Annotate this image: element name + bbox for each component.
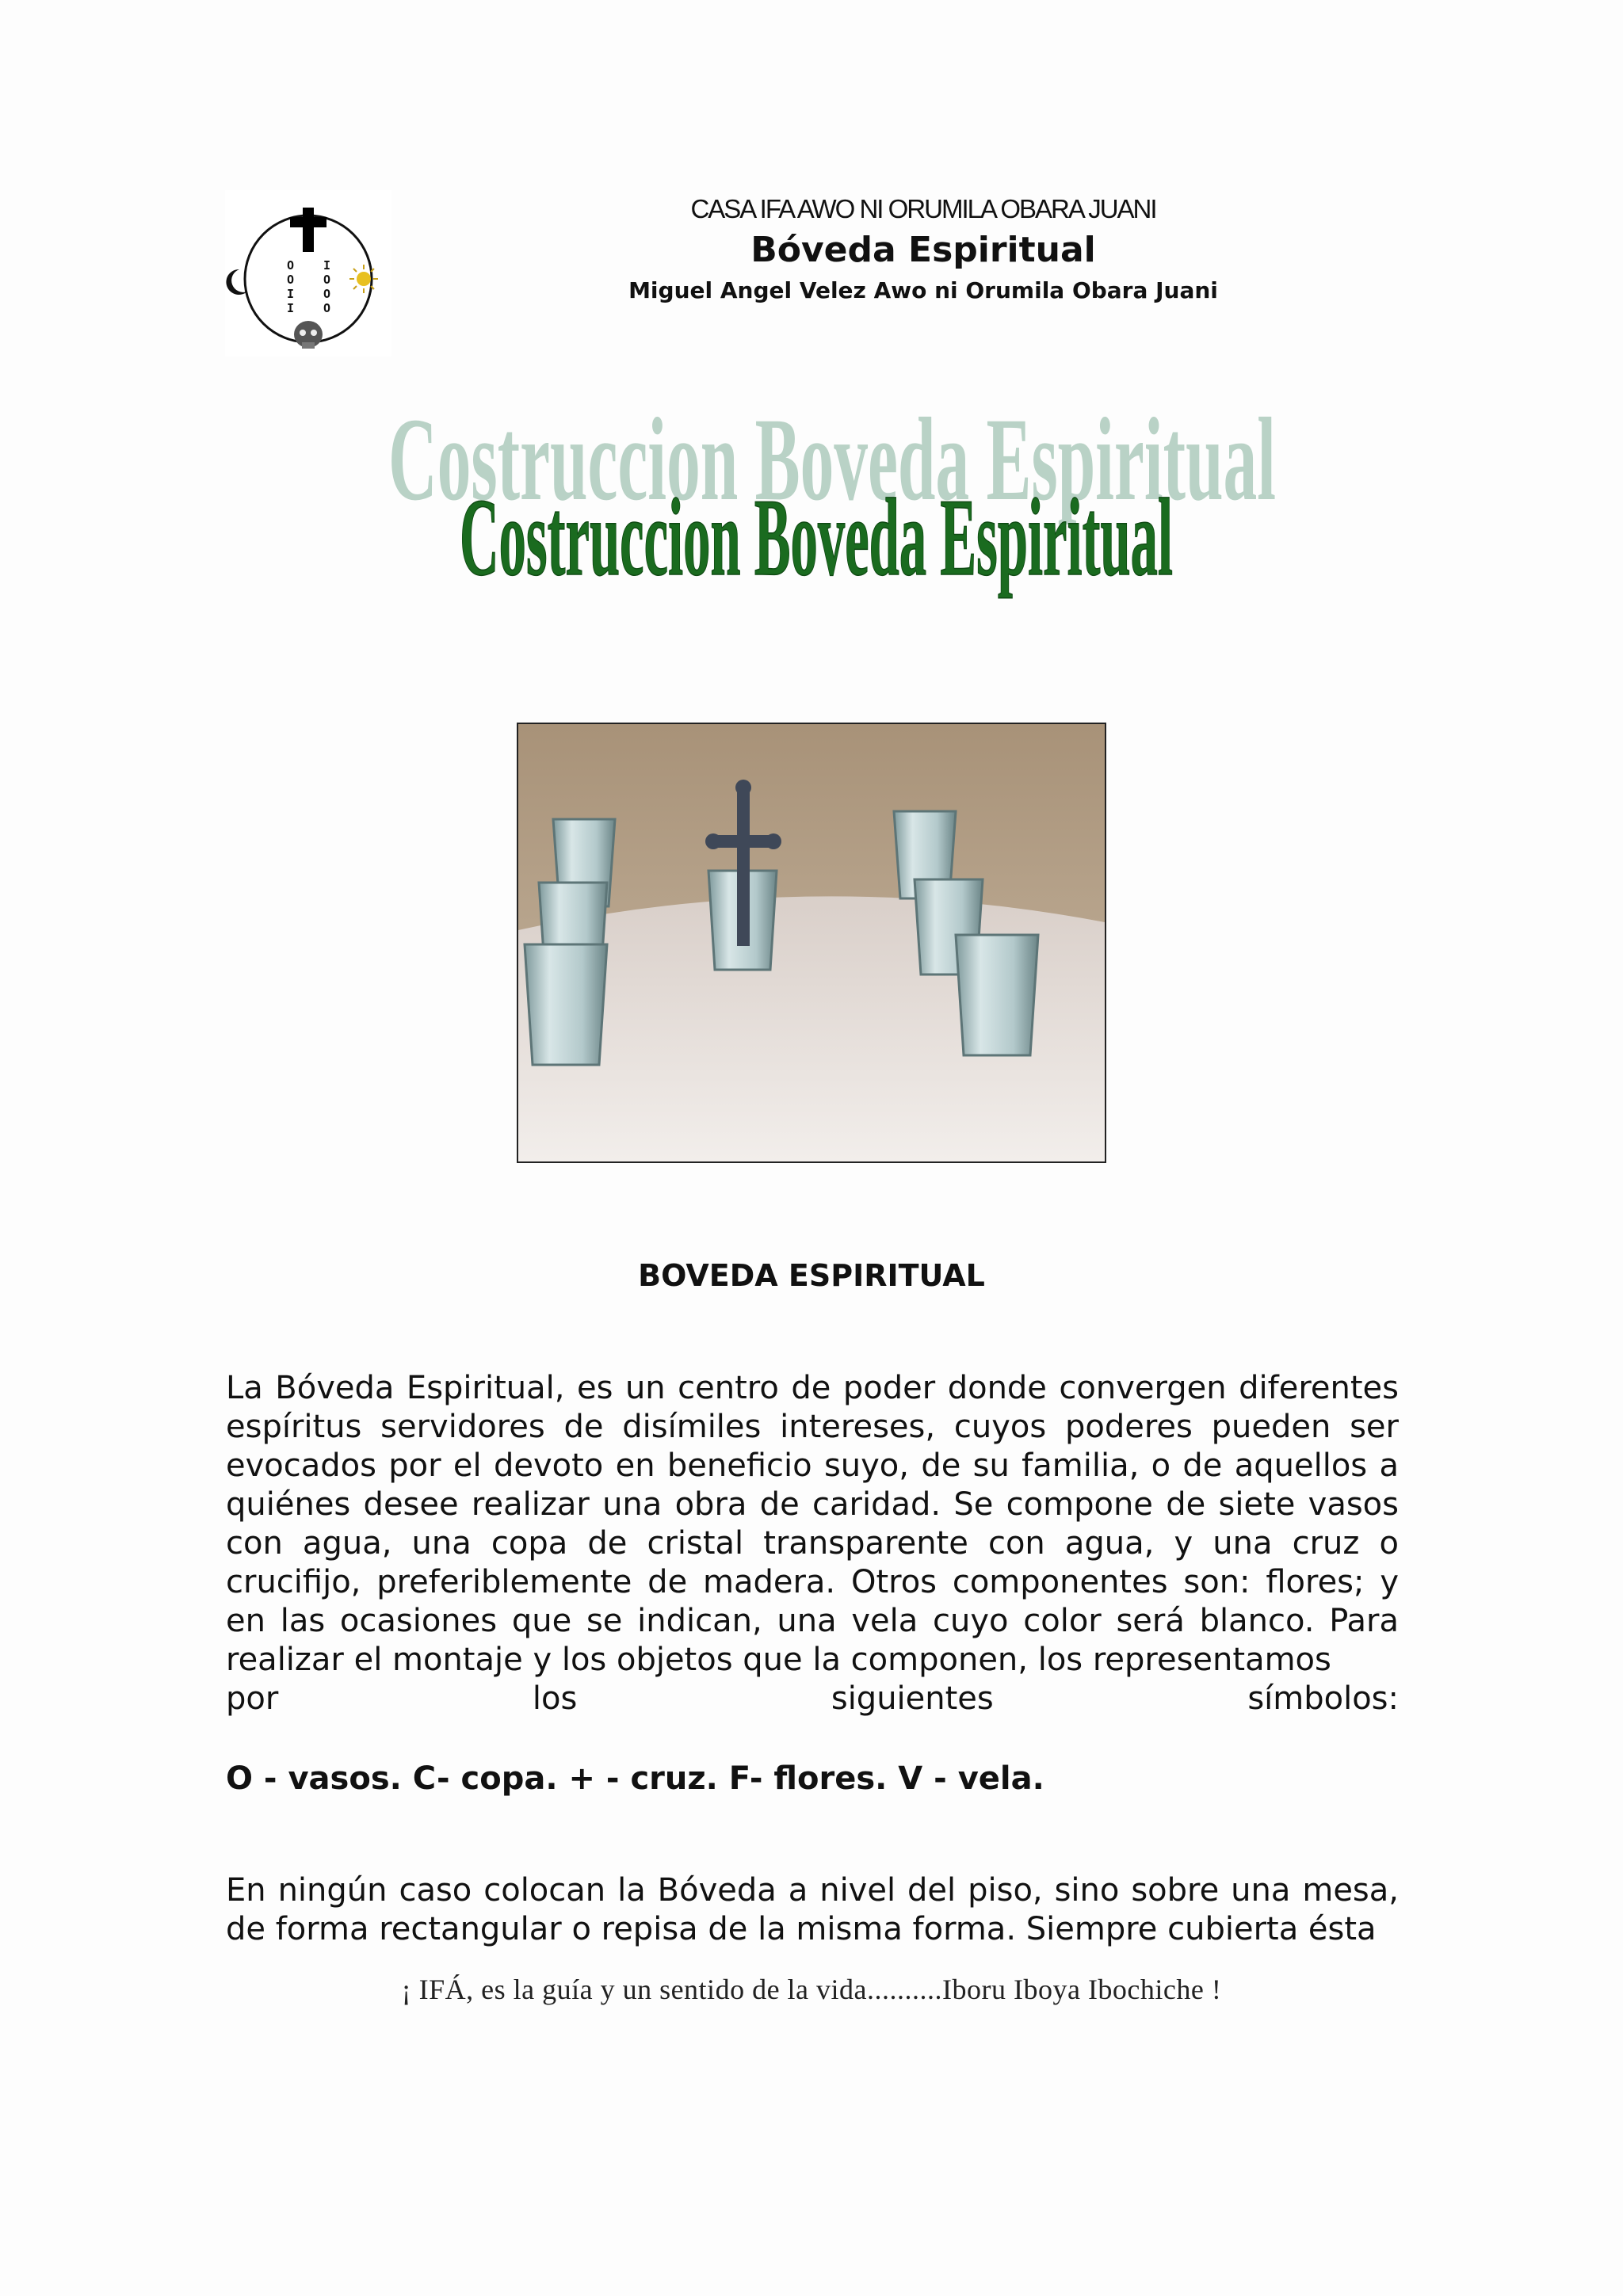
body-paragraph [226,1369,1399,1718]
banner-main-text: Costruccion Boveda Espiritual [460,476,1173,599]
section-title: BOVEDA ESPIRITUAL [638,1258,985,1293]
body-paragraph-2: En ningún caso colocan la Bóveda a nivel del piso, sino sobre una mesa, de forma rectangular o repisa de la misma forma. Siempre cubierta ésta [226,1872,1399,1947]
footer-motto: ¡ IFÁ, es la guía y un sentido de la vida..........Iboru Iboya Ibochiche ! [401,1974,1222,2005]
svg-text:IOOO: I O O O [323,258,331,315]
paragraph-text: La Bóveda Espiritual, es un centro de poder donde convergen diferentes espíritus servidores de disímiles intereses, cuyos poderes pueden ser evocados por el devoto en beneficio suyo, de su familia, o de aquellos a quiénes desee realizar una obra de caridad. Se compone de siete vasos con agua, una copa de cristal transparente con agua, y una cruz o crucifijo, preferiblemente de madera. Otros componentes son: flores; y en las ocasiones que se indican, una vela cuyo color será blanco. Para realizar el montaje y los objetos que la componen, los representamos [226,1370,1399,1678]
title-banner [380,380,1284,618]
header-title: Bóveda Espiritual [750,230,1096,270]
odu-sign-logo-icon [225,190,391,357]
header-author: Miguel Angel Velez Awo ni Orumila Obara Juani [628,277,1218,303]
paragraph-last-line: por los siguientes símbolos: [226,1680,1399,1717]
glasses-and-cross-photo [517,723,1106,1163]
organization-name: CASA IFA AWO NI ORUMILA OBARA JUANI [690,194,1156,223]
banner-shadow-text: Costruccion Boveda Espiritual [388,394,1276,525]
svg-text:OOII: O O I I [287,258,295,315]
symbols-legend: O - vasos. C- copa. + - cruz. F- flores. V - vela. [226,1760,1044,1797]
